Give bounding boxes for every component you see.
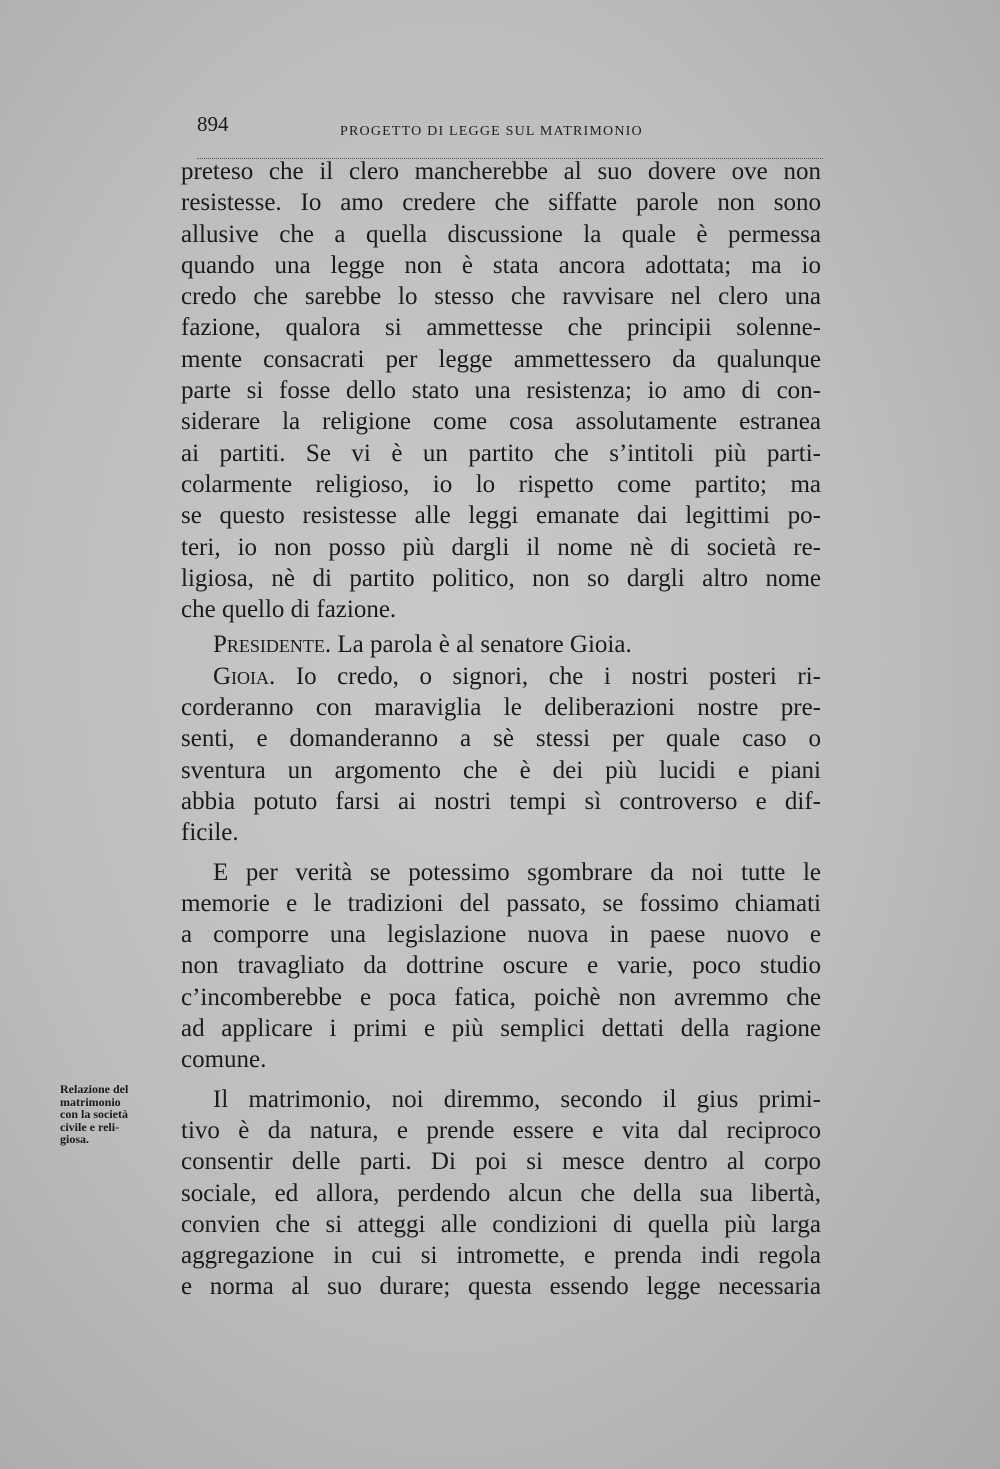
text-line: e norma al suo durare; questa essendo legge necessaria bbox=[181, 1273, 821, 1301]
margin-note-line: civile e reli- bbox=[60, 1119, 120, 1134]
page-header bbox=[197, 112, 823, 159]
text-line: ai partiti. Se vi è un partito che s’intitoli più parti- bbox=[181, 439, 821, 467]
text-line bbox=[181, 661, 821, 692]
speaker-name: Presidente. bbox=[213, 631, 332, 659]
text-line: parte si fosse dello stato una resistenza; io amo di con- bbox=[181, 377, 821, 405]
text-line: non travagliato da dottrine oscure e varie, poco studio bbox=[181, 952, 821, 980]
text-line: consentir delle parti. Di poi si mesce dentro al corpo bbox=[181, 1148, 821, 1176]
margin-note-line: con la società bbox=[60, 1107, 128, 1121]
margin-note-line: matrimonio bbox=[60, 1094, 121, 1109]
text-line: Il matrimonio, noi diremmo, secondo il gius primi- bbox=[213, 1085, 821, 1113]
text-line: ligiosa, nè di partito politico, non so dargli altro nome bbox=[181, 564, 821, 592]
text-line: corderanno con maraviglia le deliberazioni nostre pre- bbox=[181, 694, 821, 722]
text-line: E per verità se potessimo sgombrare da noi tutte le bbox=[213, 858, 821, 886]
text-line: fazione, qualora si ammettesse che principii solenne- bbox=[181, 314, 821, 342]
body-text bbox=[181, 156, 821, 1303]
text-line: siderare la religione come cosa assolutamente estranea bbox=[181, 408, 821, 436]
paragraph-1 bbox=[181, 156, 821, 625]
running-head: PROGETTO DI LEGGE SUL MATRIMONIO bbox=[340, 124, 643, 139]
paragraph-2 bbox=[181, 629, 821, 660]
text-line: allusive che a quella discussione la quale è permessa bbox=[181, 220, 821, 248]
text-line: credo che sarebbe lo stesso che ravvisare nel clero una bbox=[181, 283, 821, 311]
margin-note-line: Relazione del bbox=[60, 1082, 129, 1096]
margin-note bbox=[60, 1083, 172, 1146]
text-line: quando una legge non è stata ancora adottata; ma io bbox=[181, 251, 821, 279]
text-line: ad applicare i primi e più semplici dettati della ragione bbox=[181, 1015, 821, 1043]
paragraph-3 bbox=[181, 661, 821, 849]
text-line: sventura un argomento che è dei più lucidi e piani bbox=[181, 756, 821, 784]
text-line: memorie e le tradizioni del passato, se fossimo chiamati bbox=[181, 889, 821, 917]
speech-text: La parola è al senatore Gioia. bbox=[331, 631, 632, 659]
text-line: senti, e domanderanno a sè stessi per quale caso o bbox=[181, 725, 821, 753]
speaker-name: Gioia. bbox=[213, 662, 276, 690]
text-line: a comporre una legislazione nuova in paese nuovo e bbox=[181, 921, 821, 949]
text-line: abbia potuto farsi ai nostri tempi sì controverso e dif- bbox=[181, 787, 821, 815]
text-line: resistesse. Io amo credere che siffatte parole non sono bbox=[181, 189, 821, 217]
text-line: colarmente religioso, io lo rispetto come partito; ma bbox=[181, 470, 821, 498]
text-line: che quello di fazione. bbox=[181, 596, 397, 624]
text-line: aggregazione in cui si intromette, e prenda indi regola bbox=[181, 1242, 821, 1270]
margin-note-line: giosa. bbox=[60, 1132, 90, 1146]
paragraph-4 bbox=[181, 857, 821, 1076]
text-line: convien che si atteggi alle condizioni di quella più larga bbox=[181, 1210, 821, 1238]
page-number: 894 bbox=[197, 112, 229, 136]
text-line: mente consacrati per legge ammettessero da qualunque bbox=[181, 345, 821, 373]
text-line: teri, io non posso più dargli il nome nè di società re- bbox=[181, 533, 821, 561]
text-line: ficile. bbox=[181, 819, 239, 847]
text-line: comune. bbox=[181, 1046, 267, 1074]
speech-text: Io credo, o signori, che i nostri posteri ri- bbox=[275, 662, 821, 690]
text-line: tivo è da natura, e prende essere e vita dal reciproco bbox=[181, 1116, 821, 1144]
text-line: c’incomberebbe e poca fatica, poichè non avremmo che bbox=[181, 983, 821, 1011]
text-line: preteso che il clero mancherebbe al suo dovere ove non bbox=[181, 158, 821, 185]
text-line: sociale, ed allora, perdendo alcun che della sua libertà, bbox=[181, 1179, 821, 1207]
paragraph-5 bbox=[181, 1084, 821, 1303]
text-line: se questo resistesse alle leggi emanate dai legittimi po- bbox=[181, 502, 821, 530]
